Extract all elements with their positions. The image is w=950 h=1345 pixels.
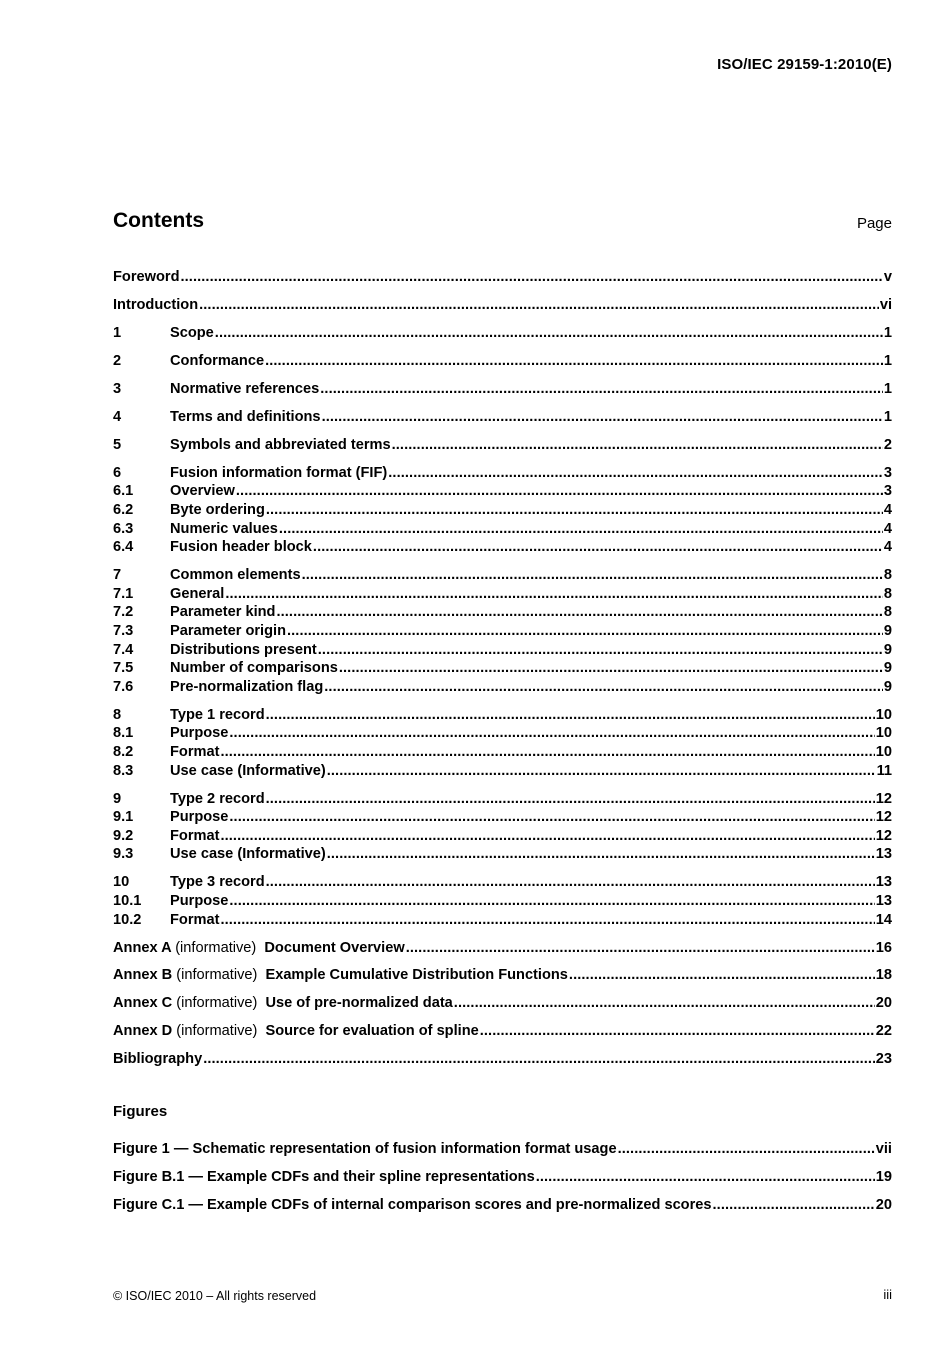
- toc-entry-page: 8: [883, 567, 892, 584]
- toc-annex-a[interactable]: [113, 939, 892, 958]
- copyright-notice: © ISO/IEC 2010 – All rights reserved: [113, 1289, 317, 1303]
- toc-entry[interactable]: [113, 762, 892, 781]
- toc-entry-title: Purpose: [170, 809, 229, 826]
- toc-entry[interactable]: [113, 678, 892, 697]
- toc-entry-page: 13: [875, 892, 892, 909]
- toc-entry-page: 12: [875, 809, 892, 826]
- toc-entry-title: Purpose: [170, 725, 229, 742]
- dot-leader: [236, 482, 883, 501]
- contents-title: Contents: [113, 209, 204, 232]
- toc-entry-page: 20: [875, 995, 892, 1012]
- toc-entry-number: 2: [113, 352, 122, 369]
- toc-entry[interactable]: [113, 520, 892, 539]
- toc-entry-title: Format: [170, 743, 220, 760]
- toc-entry-title: Format: [170, 911, 220, 928]
- toc-entry-number: 9.2: [113, 827, 134, 844]
- figure-entry-title: Figure B.1 — Example CDFs and their spline representations: [113, 1168, 535, 1185]
- toc-entry[interactable]: [113, 408, 892, 427]
- dot-leader: [320, 380, 883, 399]
- toc-entry-number: 6: [113, 464, 122, 481]
- toc-entry-number: 9.3: [113, 846, 134, 863]
- toc-entry-number: 6.3: [113, 520, 134, 537]
- toc-entry[interactable]: [113, 911, 892, 930]
- toc-entry-title: Format: [170, 827, 220, 844]
- toc-entry[interactable]: [113, 436, 892, 455]
- dot-leader: [266, 501, 883, 520]
- toc-entry[interactable]: [113, 622, 892, 641]
- toc-entry[interactable]: [113, 743, 892, 762]
- dot-leader: [266, 873, 875, 892]
- dot-leader: [229, 724, 874, 743]
- toc-entry-number: 7.2: [113, 604, 134, 621]
- toc-entry-page: 9: [883, 623, 892, 640]
- toc-entry-title: Conformance: [170, 352, 265, 369]
- toc-entry[interactable]: [113, 706, 892, 725]
- toc-entry-page: 3: [883, 464, 892, 481]
- toc-entry-page: 23: [875, 1051, 892, 1068]
- toc-entry-number: 7.6: [113, 678, 134, 695]
- dot-leader: [229, 808, 874, 827]
- toc-entry-page: 1: [883, 324, 892, 341]
- toc-entry[interactable]: [113, 603, 892, 622]
- toc-entry-title: Foreword: [113, 269, 180, 285]
- toc-entry-number: 9.1: [113, 809, 134, 826]
- toc-entry-number: 6.4: [113, 539, 134, 556]
- toc-annex-b[interactable]: [113, 966, 892, 985]
- dot-leader: [324, 678, 883, 697]
- annex-label: Annex C (informative): [113, 995, 258, 1012]
- toc-entry-number: 7.4: [113, 641, 134, 658]
- figure-entry-page: 20: [875, 1196, 892, 1213]
- toc-entry-page: 9: [883, 641, 892, 658]
- toc-entry-page: 9: [883, 660, 892, 677]
- toc-entry-page: v: [883, 269, 892, 285]
- figure-entry-title: Figure 1 — Schematic representation of fusion information format usage: [113, 1141, 617, 1157]
- page-number: iii: [883, 1287, 892, 1302]
- toc-entry-number: 4: [113, 408, 122, 425]
- toc-entry[interactable]: [113, 641, 892, 660]
- toc-entry-number: 7.1: [113, 585, 134, 602]
- toc-entry-title: Example Cumulative Distribution Functions: [265, 967, 568, 984]
- toc-entry[interactable]: [113, 464, 892, 483]
- toc-entry-page: 3: [883, 483, 892, 500]
- dot-leader: [265, 352, 883, 371]
- dot-leader: [536, 1168, 875, 1187]
- toc-entry-number: 8: [113, 706, 122, 723]
- toc-entry[interactable]: [113, 724, 892, 743]
- dot-leader: [569, 966, 875, 985]
- toc-annex-c[interactable]: [113, 994, 892, 1013]
- toc-entry-title: Parameter kind: [170, 604, 276, 621]
- toc-entry[interactable]: [113, 892, 892, 911]
- toc-entry[interactable]: [113, 808, 892, 827]
- toc-entry-page: 16: [875, 939, 892, 956]
- toc-entry-title: Type 3 record: [170, 874, 265, 891]
- toc-entry-number: 1: [113, 324, 122, 341]
- toc-entry[interactable]: [113, 845, 892, 864]
- dot-leader: [266, 706, 875, 725]
- dot-leader: [388, 464, 883, 483]
- list-of-figures: [113, 1140, 892, 1223]
- toc-entry-page: 2: [883, 436, 892, 453]
- toc-entry-number: 5: [113, 436, 122, 453]
- toc-entry[interactable]: [113, 482, 892, 501]
- dot-leader: [713, 1196, 875, 1215]
- toc-entry-number: 7: [113, 567, 122, 584]
- toc-entry-title: Overview: [170, 483, 235, 500]
- dot-leader: [279, 520, 883, 539]
- toc-entry-number: 9: [113, 790, 122, 807]
- toc-entry-title: General: [170, 585, 225, 602]
- toc-entry-title: Fusion information format (FIF): [170, 464, 388, 481]
- dot-leader: [618, 1140, 875, 1159]
- toc-entry-number: 8.1: [113, 725, 134, 742]
- toc-entry-title: Purpose: [170, 892, 229, 909]
- toc-entry-number: 3: [113, 380, 122, 397]
- figure-entry[interactable]: [113, 1140, 892, 1168]
- dot-leader: [327, 762, 876, 781]
- figure-entry-title: Figure C.1 — Example CDFs of internal comparison scores and pre-normalized scores: [113, 1196, 712, 1213]
- toc-entry-title: Introduction: [113, 296, 199, 313]
- dot-leader: [203, 1050, 875, 1069]
- toc-entry-page: 4: [883, 539, 892, 556]
- toc-entry-page: vi: [879, 296, 892, 313]
- toc-entry-page: 1: [883, 408, 892, 425]
- toc-entry[interactable]: [113, 538, 892, 557]
- dot-leader: [392, 436, 883, 455]
- dot-leader: [322, 408, 883, 427]
- toc-entry-page: 22: [875, 1023, 892, 1040]
- toc-entry-title: Document Overview: [264, 939, 405, 956]
- toc-entry-number: 7.3: [113, 623, 134, 640]
- toc-entry-title: Distributions present: [170, 641, 317, 658]
- figures-heading: Figures: [113, 1103, 168, 1120]
- toc-entry[interactable]: [113, 659, 892, 678]
- toc-entry-foreword[interactable]: [113, 268, 892, 287]
- toc-entry[interactable]: [113, 352, 892, 371]
- dot-leader: [266, 790, 875, 809]
- page-column-label: Page: [856, 215, 892, 232]
- toc-entry-title: Normative references: [170, 380, 320, 397]
- toc-entry-page: 8: [883, 604, 892, 621]
- toc-entry-title: Numeric values: [170, 520, 278, 537]
- toc-entry-page: 8: [883, 585, 892, 602]
- dot-leader: [327, 845, 875, 864]
- toc-entry-page: 1: [883, 352, 892, 369]
- toc-entry-number: 6.1: [113, 483, 134, 500]
- toc-entry-title: Terms and definitions: [170, 408, 321, 425]
- toc-entry-introduction[interactable]: [113, 296, 892, 315]
- annex-label: Annex A (informative): [113, 939, 257, 956]
- figure-entry-page: 19: [875, 1168, 892, 1185]
- toc-entry-title: Scope: [170, 324, 214, 341]
- toc-entry-page: 11: [876, 762, 892, 779]
- toc-entry[interactable]: [113, 380, 892, 399]
- toc-entry-page: 10: [875, 743, 892, 760]
- dot-leader: [313, 538, 883, 557]
- dot-leader: [339, 659, 883, 678]
- dot-leader: [276, 603, 882, 622]
- toc-entry-title: Byte ordering: [170, 502, 265, 519]
- toc-entry-number: 10.2: [113, 911, 142, 928]
- toc-entry-bibliography[interactable]: [113, 1050, 892, 1069]
- toc-entry-page: 9: [883, 678, 892, 695]
- toc-entry-title: Fusion header block: [170, 539, 312, 556]
- table-of-contents: [113, 268, 892, 1069]
- toc-entry-title: Use case (Informative): [170, 762, 326, 779]
- toc-entry-number: 10.1: [113, 892, 142, 909]
- toc-entry-title: Use of pre-normalized data: [265, 995, 453, 1012]
- dot-leader: [220, 827, 874, 846]
- toc-entry-number: 7.5: [113, 660, 134, 677]
- dot-leader: [287, 622, 883, 641]
- toc-entry-title: Source for evaluation of spline: [265, 1023, 479, 1040]
- dot-leader: [225, 585, 883, 604]
- toc-entry-page: 14: [875, 911, 892, 928]
- toc-entry-page: 13: [875, 846, 892, 863]
- toc-entry-title: Common elements: [170, 567, 301, 584]
- toc-entry-page: 12: [875, 790, 892, 807]
- toc-entry-title: Symbols and abbreviated terms: [170, 436, 391, 453]
- toc-annex-d[interactable]: [113, 1022, 892, 1041]
- toc-entry[interactable]: [113, 324, 892, 343]
- dot-leader: [220, 743, 874, 762]
- dot-leader: [318, 641, 883, 660]
- dot-leader: [454, 994, 875, 1013]
- toc-entry[interactable]: [113, 501, 892, 520]
- toc-entry-title: Parameter origin: [170, 623, 286, 640]
- annex-label: Annex D (informative): [113, 1023, 258, 1040]
- dot-leader: [199, 296, 879, 315]
- toc-entry-title: Bibliography: [113, 1051, 203, 1068]
- toc-entry-page: 4: [883, 520, 892, 537]
- figure-entry[interactable]: [113, 1196, 892, 1224]
- dot-leader: [480, 1022, 875, 1041]
- figure-entry[interactable]: [113, 1168, 892, 1196]
- toc-entry-title: Pre-normalization flag: [170, 678, 324, 695]
- toc-entry[interactable]: [113, 566, 892, 585]
- dot-leader: [406, 939, 875, 958]
- toc-entry[interactable]: [113, 585, 892, 604]
- annex-label: Annex B (informative): [113, 967, 258, 984]
- toc-entry-page: 18: [875, 967, 892, 984]
- toc-entry-title: Use case (Informative): [170, 846, 326, 863]
- dot-leader: [302, 566, 883, 585]
- dot-leader: [180, 268, 882, 287]
- toc-entry[interactable]: [113, 827, 892, 846]
- toc-entry-page: 4: [883, 502, 892, 519]
- toc-entry-title: Type 2 record: [170, 790, 265, 807]
- toc-entry-number: 8.2: [113, 743, 134, 760]
- document-identifier: ISO/IEC 29159-1:2010(E): [717, 56, 892, 73]
- toc-entry-number: 10: [113, 874, 130, 891]
- toc-entry-number: 8.3: [113, 762, 134, 779]
- dot-leader: [215, 324, 883, 343]
- figure-entry-page: vii: [875, 1141, 892, 1157]
- toc-entry-page: 1: [883, 380, 892, 397]
- toc-entry-number: 6.2: [113, 502, 134, 519]
- toc-entry-title: Type 1 record: [170, 706, 265, 723]
- toc-entry-page: 10: [875, 706, 892, 723]
- toc-entry[interactable]: [113, 873, 892, 892]
- dot-leader: [229, 892, 874, 911]
- dot-leader: [220, 911, 874, 930]
- toc-entry-page: 12: [875, 827, 892, 844]
- toc-entry-page: 13: [875, 874, 892, 891]
- toc-entry[interactable]: [113, 790, 892, 809]
- toc-entry-title: Number of comparisons: [170, 660, 338, 677]
- toc-entry-page: 10: [875, 725, 892, 742]
